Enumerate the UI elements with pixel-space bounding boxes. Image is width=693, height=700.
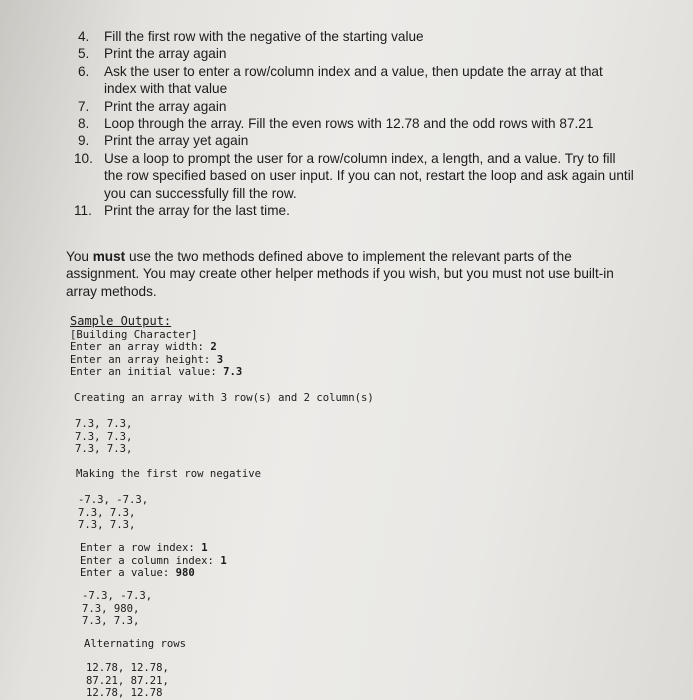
paragraph-text: You bbox=[66, 249, 93, 264]
array-row: 12.78, 12.78, bbox=[86, 662, 169, 674]
user-input: 1 bbox=[201, 542, 208, 554]
step-number: 4. bbox=[78, 29, 90, 44]
step-text: Print the array for the last time. bbox=[104, 203, 290, 219]
array-row: 7.3, 7.3, bbox=[75, 418, 133, 430]
array-row: 7.3, 980, bbox=[82, 602, 140, 615]
step-number: 10. bbox=[74, 150, 93, 166]
output-line: Enter an initial value: bbox=[70, 366, 224, 379]
output-line: [Building Character] bbox=[70, 328, 198, 341]
step-item bbox=[78, 45, 638, 62]
output-line: Enter a value: bbox=[80, 567, 176, 580]
step-number: 6. bbox=[78, 63, 90, 79]
sample-output-intro bbox=[70, 315, 242, 379]
index-prompts bbox=[80, 542, 227, 580]
step-item bbox=[78, 115, 638, 132]
step-text: Print the array again bbox=[104, 98, 227, 114]
user-input: 7.3 bbox=[223, 366, 243, 379]
step-number: 11. bbox=[74, 203, 92, 219]
step-text: Print the array yet again bbox=[104, 133, 249, 149]
array-output bbox=[82, 590, 152, 628]
array-row: 7.3, 7.3, bbox=[78, 519, 136, 532]
user-input: 980 bbox=[175, 567, 195, 580]
output-line: Enter a row index: bbox=[80, 542, 202, 554]
step-text: Use a loop to prompt the user for a row/column index, a length, and a value. Try to fill the row specified based on user input. If you can not, restart the loop and ask again until you can successfully fill the row. bbox=[104, 150, 634, 201]
output-line: Enter a column index: bbox=[80, 554, 221, 567]
step-item bbox=[74, 202, 638, 219]
requirements-paragraph bbox=[66, 248, 626, 300]
step-number: 9. bbox=[78, 133, 90, 149]
output-line: Creating an array with 3 row(s) and 2 column(s) bbox=[74, 392, 374, 404]
step-text: Ask the user to enter a row/column index and a value, then update the array at that index with that value bbox=[104, 63, 603, 97]
user-input: 2 bbox=[210, 341, 217, 354]
step-item bbox=[74, 150, 638, 202]
steps-list bbox=[74, 28, 638, 219]
step-item bbox=[78, 63, 638, 98]
array-row: 87.21, 87.21, bbox=[86, 674, 169, 687]
user-input: 3 bbox=[216, 353, 224, 366]
step-text: Loop through the array. Fill the even rows with 12.78 and the odd rows with 87.21 bbox=[104, 116, 594, 132]
array-output bbox=[75, 418, 132, 456]
paragraph-emphasis: must bbox=[92, 249, 126, 264]
step-text: Fill the first row with the negative of the starting value bbox=[104, 29, 424, 44]
array-row: 7.3, 7.3, bbox=[75, 430, 133, 443]
output-line: Making the first row negative bbox=[76, 468, 261, 480]
array-row: -7.3, -7.3, bbox=[82, 590, 153, 602]
step-number: 8. bbox=[78, 116, 90, 132]
user-input: 1 bbox=[220, 554, 227, 567]
array-output bbox=[78, 494, 148, 532]
array-row: -7.3, -7.3, bbox=[78, 494, 149, 506]
output-line: Enter an array width: bbox=[70, 341, 211, 354]
paragraph-text: use the two methods defined above to implement the relevant parts of the assignment. You may create other helper methods if you wish, but you must not use built-in array methods. bbox=[66, 249, 614, 299]
output-line: Enter an array height: bbox=[70, 353, 217, 366]
step-text: Print the array again bbox=[104, 46, 227, 62]
step-number: 7. bbox=[78, 98, 90, 114]
output-line: Alternating rows bbox=[84, 638, 187, 650]
step-number: 5. bbox=[78, 46, 90, 62]
sample-output-heading: Sample Output: bbox=[70, 314, 172, 328]
array-row: 12.78, 12.78 bbox=[86, 687, 163, 700]
array-output bbox=[86, 662, 169, 700]
step-item bbox=[78, 28, 638, 45]
array-row: 7.3, 7.3, bbox=[75, 443, 133, 456]
array-row: 7.3, 7.3, bbox=[82, 615, 140, 628]
step-item bbox=[78, 98, 638, 115]
array-row: 7.3, 7.3, bbox=[78, 506, 136, 519]
step-item bbox=[78, 132, 638, 149]
